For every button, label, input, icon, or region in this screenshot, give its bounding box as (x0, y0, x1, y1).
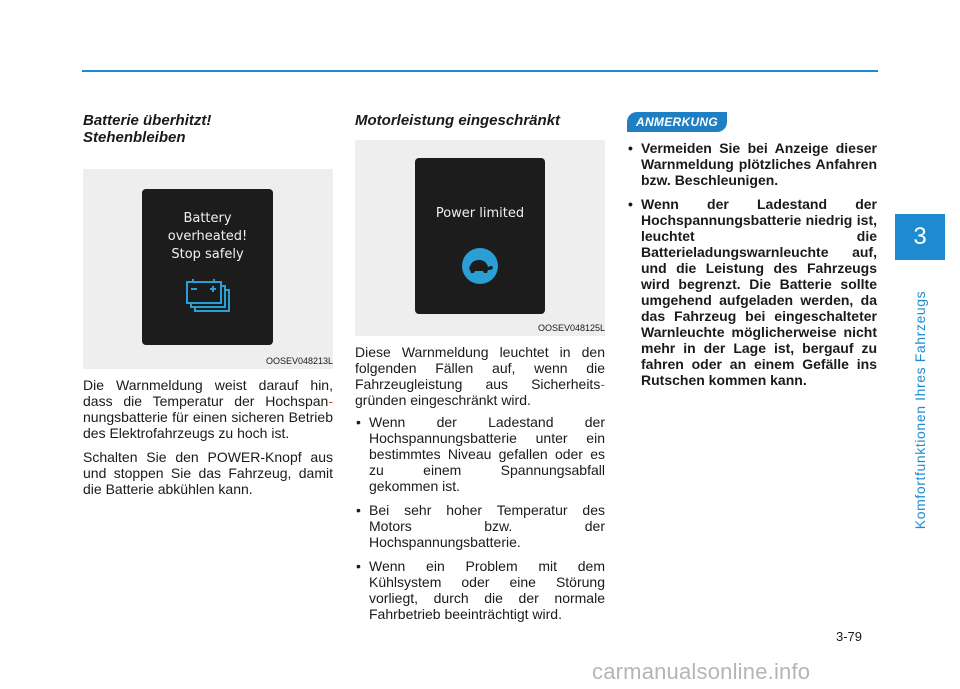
chapter-title: Komfortfunktionen Ihres Fahrzeugs (912, 290, 928, 530)
list-item: • Vermeiden Sie bei Anzeige dieser Warnmeldung plötzliches Anfahren bzw. Beschleunigen. (627, 140, 877, 188)
page-number: 3-79 (836, 629, 863, 644)
battery-icon (184, 277, 232, 313)
turtle-icon (461, 247, 499, 285)
list-item: • Wenn ein Problem mit dem Kühlsystem oder eine Störung vorliegt, durch die der normale Fahrbetrieb beeinträchtigt wird. (355, 558, 605, 622)
cluster-display (142, 189, 273, 345)
battery-paragraph-1: Die Warnmeldung weist darauf hin, dass die Temperatur der Hochspan-nungsbatterie für einen sicheren Betrieb des Elektrofahrzeugs zu hoch ist. (83, 377, 333, 441)
battery-paragraph-2: Schalten Sie den POWER-Knopf aus und stoppen Sie das Fahrzeug, damit die Batterie abkühlen kann. (83, 449, 333, 497)
heading-line-1: Batterie überhitzt! (83, 112, 212, 129)
battery-warning-figure (83, 169, 333, 369)
display-message: Battery overheated! Stop safely (167, 211, 248, 262)
power-paragraph: Diese Warnmeldung leuchtet in den folgenden Fällen auf, wenn die Fahrzeugleistung aus Sicherheits-gründen eingeschränkt wird. (355, 344, 605, 408)
list-item: • Bei sehr hoher Temperatur des Motors bzw. der Hochspannungsbatterie. (355, 502, 605, 550)
section-heading-battery (83, 112, 333, 146)
heading-line-2: Stehenbleiben (83, 129, 186, 146)
list-item: • Wenn der Ladestand der Hochspannungsbatterie niedrig ist, leuchtet die Batterieladungswarnleuchte auf, und die Leistung des Fahrzeugs wird begrenzt. Die Batterie sollte umgehend aufgeladen werden, da das Fahrzeug bei eingeschalteter Warnleuchte möglicherweise nicht mehr in der Lage ist, bergauf zu fahren oder an einem Gefälle ins Rutschen kommen kann. (627, 196, 877, 388)
note-list (627, 140, 877, 388)
top-rule (82, 70, 878, 72)
chapter-tab: 3 (895, 214, 945, 260)
note-badge: ANMERKUNG (627, 112, 727, 132)
figure-code: OOSEV048213L (265, 356, 333, 366)
column-note (627, 112, 877, 396)
section-heading-power: Motorleistung eingeschränkt (355, 112, 561, 129)
cluster-display (415, 158, 545, 314)
power-conditions-list (355, 414, 605, 622)
column-power-limited (355, 112, 605, 630)
list-item: • Wenn der Ladestand der Hochspannungsbatterie unter ein bestimmtes Niveau gefallen oder es zu einem Spannungsabfall gekommen ist. (355, 414, 605, 494)
watermark: carmanualsonline.info (592, 659, 811, 684)
figure-code: OOSEV048125L (537, 323, 605, 333)
power-limited-figure (355, 140, 605, 336)
display-message: Power limited (435, 206, 525, 221)
column-battery-overheated (83, 112, 333, 497)
